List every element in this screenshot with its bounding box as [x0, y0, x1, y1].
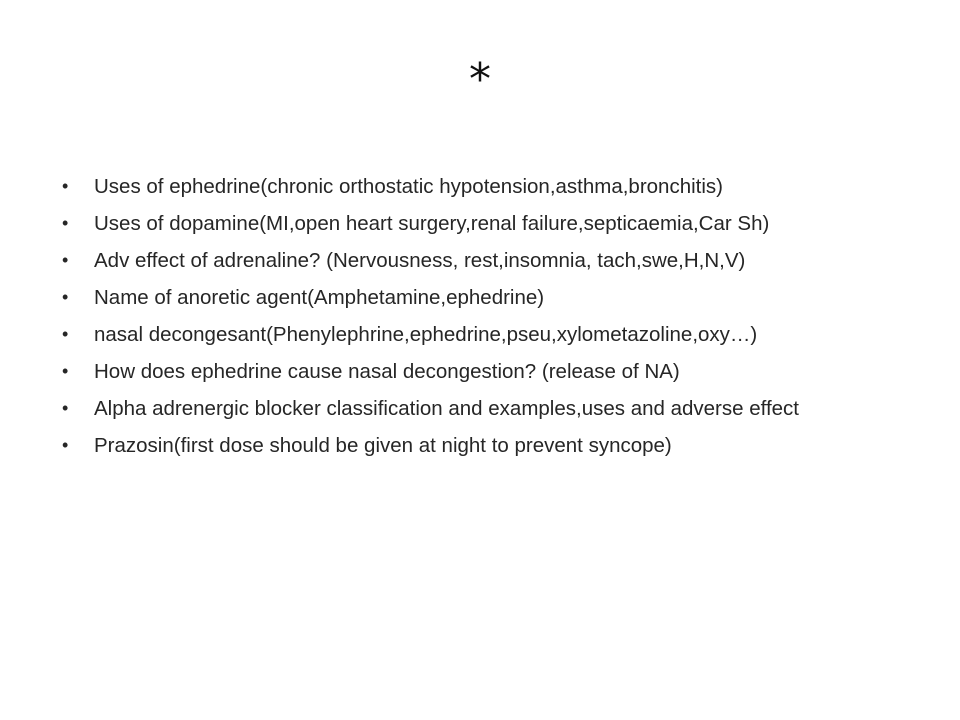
bullet-text: nasal decongesant(Phenylephrine,ephedrine,pseu,xylometazoline,oxy…): [94, 323, 758, 346]
bullet-dot-icon: •: [62, 324, 69, 344]
bullet-text: Uses of ephedrine(chronic orthostatic hypotension,asthma,bronchitis): [94, 175, 723, 198]
bullet-item: [62, 172, 902, 201]
bullet-item: [62, 394, 902, 423]
bullet-item: [62, 431, 902, 460]
bullet-text: Uses of dopamine(MI,open heart surgery,renal failure,septicaemia,Car Sh): [94, 212, 770, 235]
bullet-item: [62, 246, 902, 275]
bullet-item: [62, 357, 902, 386]
bullet-item: [62, 209, 902, 238]
bullet-list: [62, 172, 902, 468]
slide-title: *: [469, 54, 491, 105]
bullet-dot-icon: •: [62, 250, 69, 270]
bullet-item: [62, 320, 902, 349]
bullet-text: How does ephedrine cause nasal decongestion? (release of NA): [94, 360, 680, 383]
bullet-item: [62, 283, 902, 312]
bullet-text: Name of anoretic agent(Amphetamine,ephedrine): [94, 286, 545, 309]
bullet-text: Alpha adrenergic blocker classification and examples,uses and adverse effect: [94, 397, 799, 420]
bullet-dot-icon: •: [62, 176, 69, 196]
bullet-dot-icon: •: [62, 398, 69, 418]
bullet-dot-icon: •: [62, 361, 69, 381]
bullet-dot-icon: •: [62, 287, 69, 307]
bullet-text: Prazosin(first dose should be given at night to prevent syncope): [94, 434, 672, 457]
bullet-dot-icon: •: [62, 213, 69, 233]
bullet-text: Adv effect of adrenaline? (Nervousness, rest,insomnia, tach,swe,H,N,V): [94, 249, 746, 272]
bullet-dot-icon: •: [62, 435, 69, 455]
